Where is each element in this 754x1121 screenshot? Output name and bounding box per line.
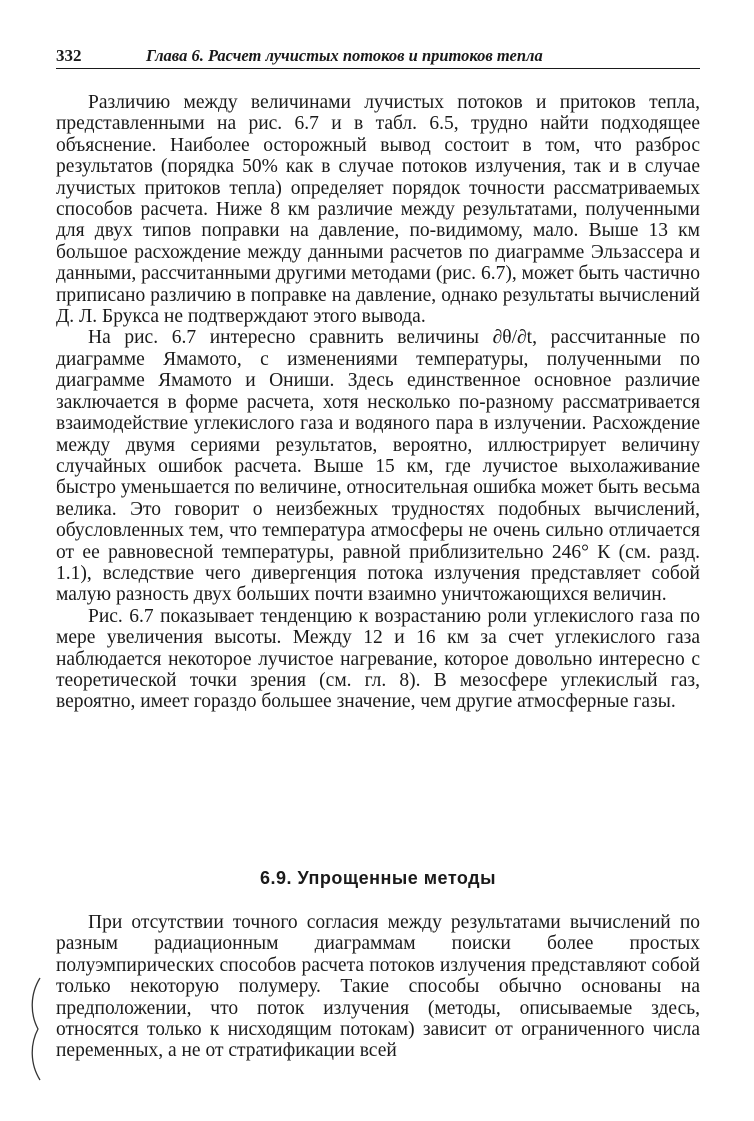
body-text-bottom	[56, 912, 700, 1062]
running-head	[56, 44, 700, 69]
paragraph: Рис. 6.7 показывает тенденцию к возрастанию роли углекислого газа по мере увеличения высоты. Между 12 и 16 км за счет углекислого газа наблюдается некоторое лучистое нагревание, которое довольно интересно с теоретической точки зрения (см. гл. 8). В мезосфере углекислый газ, вероятно, имеет гораздо большее значение, чем другие атмосферные газы.	[56, 605, 700, 713]
paragraph: При отсутствии точного согласия между результатами вычислений по разным радиационным диаграммам поиски более простых полуэмпирических способов расчета потоков излучения представляют собой только некоторую полумеру. Такие способы обычно основаны на предположении, что поток излучения (методы, описываемые здесь, относятся только к нисходящим потокам) зависит от ограниченного числа переменных, а не от стратификации всей	[56, 912, 700, 1062]
page-number: 332	[56, 46, 82, 65]
margin-bracket-mark	[26, 974, 46, 1084]
running-title: Глава 6. Расчет лучистых потоков и притоков тепла	[146, 46, 543, 65]
paragraph: На рис. 6.7 интересно сравнить величины ∂θ/∂t, рассчитанные по диаграмме Ямамото, с изменениями температуры, полученными по диаграмме Ямамото и Ониши. Здесь единственное основное различие заключается в форме расчета, хотя несколько по-разному рассматривается взаимодействие углекислого газа и водяного пара в излучении. Расхождение между двумя сериями результатов, вероятно, иллюстрирует величину случайных ошибок расчета. Выше 15 км, где лучистое выхолаживание быстро уменьшается по величине, относительная ошибка может быть весьма велика. Это говорит о неизбежных трудностях подобных вычислений, обусловленных тем, что температура атмосферы не очень сильно отличается от ее равновесной температуры, равной приблизительно 246° К (см. разд. 1.1), вследствие чего дивергенция потока излучения представляет собой малую разность двух больших почти взаимно уничтожающихся величин.	[56, 327, 700, 606]
section-heading: 6.9. Упрощенные методы	[260, 868, 496, 888]
body-text-top	[56, 92, 700, 713]
paragraph: Различию между величинами лучистых потоков и притоков тепла, представленными на рис. 6.7 и в табл. 6.5, трудно найти подходящее объяснение. Наиболее осторожный вывод состоит в том, что разброс результатов (порядка 50% как в случае потоков излучения, так и в случае лучистых притоков тепла) определяет порядок точности рассматриваемых способов расчета. Ниже 8 км различие между результатами, полученными для двух типов поправки на давление, по-видимому, мало. Выше 13 км большое расхождение между данными расчетов по диаграмме Эльзассера и данными, рассчитанными другими методами (рис. 6.7), может быть частично приписано различию в поправке на давление, однако результаты вычислений Д. Л. Брукса не подтверждают этого вывода.	[56, 92, 700, 328]
